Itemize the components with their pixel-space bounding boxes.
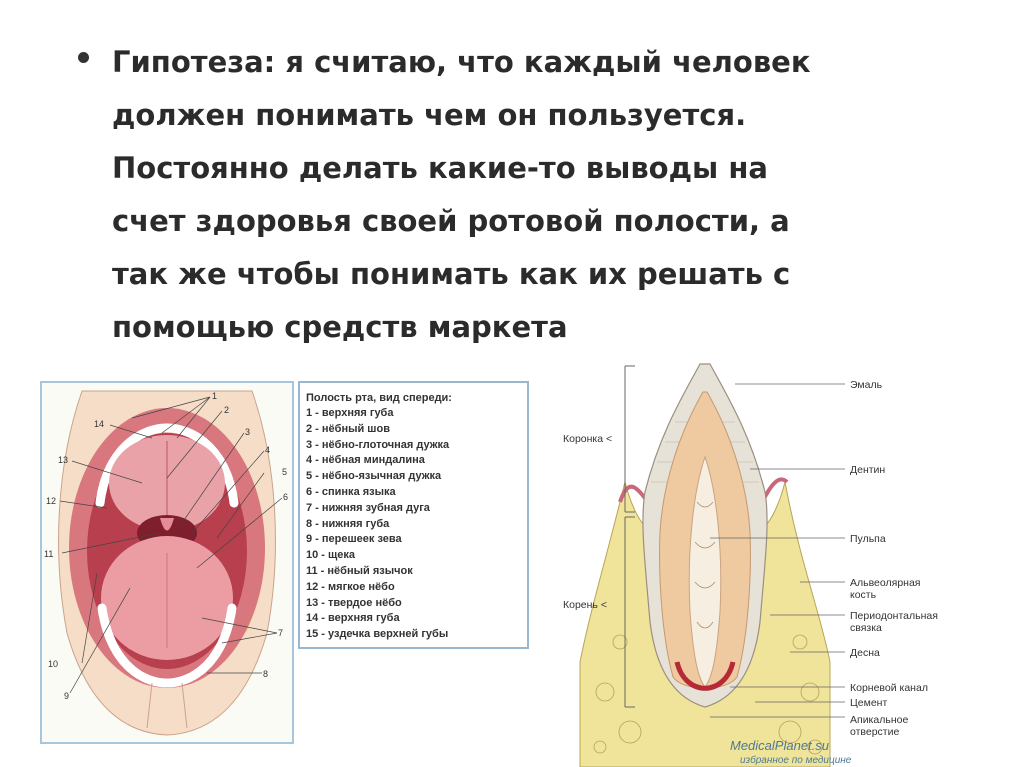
- label-periodontal-2: связка: [850, 622, 882, 634]
- legend-item: 4 - нёбная миндалина: [306, 454, 425, 467]
- label-enamel: Эмаль: [850, 379, 883, 391]
- label-crown: Коронка <: [563, 433, 613, 445]
- legend-item: 13 - твердое нёбо: [306, 596, 402, 609]
- label-root: Корень <: [563, 599, 607, 611]
- legend-list: [306, 406, 527, 643]
- mouth-num-5: 5: [282, 467, 288, 477]
- watermark: MedicalPlanet.su: [730, 738, 829, 753]
- mouth-legend: [298, 381, 529, 649]
- label-periodontal-1: Периодонтальная: [850, 610, 938, 622]
- label-dentin: Дентин: [850, 464, 886, 476]
- label-cement: Цемент: [850, 697, 888, 709]
- legend-item: 2 - нёбный шов: [306, 422, 390, 435]
- legend-item: 6 - спинка языка: [306, 485, 396, 498]
- label-apical-1: Апикальное: [850, 714, 909, 726]
- mouth-num-13: 13: [58, 455, 69, 465]
- mouth-num-10: 10: [48, 659, 59, 669]
- label-alveolar-bone-2: кость: [850, 589, 877, 601]
- legend-item: 15 - уздечка верхней губы: [306, 628, 449, 641]
- bullet-dot: [78, 52, 89, 63]
- mouth-num-6: 6: [283, 492, 289, 502]
- label-pulp: Пульпа: [850, 533, 886, 545]
- mouth-num-8: 8: [263, 669, 269, 679]
- legend-item: 7 - нижняя зубная дуга: [306, 501, 430, 514]
- legend-item: 9 - перешеек зева: [306, 533, 402, 546]
- legend-item: 11 - нёбный язычок: [306, 564, 413, 577]
- mouth-num-9: 9: [64, 691, 70, 701]
- legend-title: Полость рта, вид спереди:: [306, 392, 452, 404]
- mouth-num-7: 7: [278, 628, 284, 638]
- legend-item: 5 - нёбно-язычная дужка: [306, 470, 442, 483]
- legend-item: 3 - нёбно-глоточная дужка: [306, 438, 450, 451]
- label-gum: Десна: [850, 647, 880, 659]
- label-apical-2: отверстие: [850, 726, 900, 738]
- tooth-cross-section: [545, 362, 1010, 767]
- mouth-illustration: [42, 383, 292, 742]
- label-alveolar-bone-1: Альвеолярная: [850, 577, 921, 589]
- legend-item: 1 - верхняя губа: [306, 407, 394, 419]
- mouth-num-4: 4: [265, 445, 271, 455]
- mouth-num-2: 2: [224, 405, 230, 415]
- mouth-num-11: 11: [44, 549, 54, 559]
- mouth-num-3: 3: [245, 427, 251, 437]
- mouth-figure: [40, 381, 294, 744]
- label-root-canal: Корневой канал: [850, 682, 928, 694]
- legend-item: 8 - нижняя губа: [306, 517, 390, 530]
- mouth-num-14: 14: [94, 419, 105, 429]
- legend-item: 12 - мягкое нёбо: [306, 580, 395, 593]
- mouth-num-1: 1: [212, 391, 218, 401]
- legend-item: 10 - щека: [306, 549, 356, 562]
- watermark-subtitle: избранное по медицине: [740, 755, 852, 766]
- hypothesis-text: Гипотеза: я считаю, что каждый человек должен понимать чем он пользуется. Постоянно делать какие-то выводы на счет здоровья своей ротовой полости, а так же чтобы понимать как их решать с помощью средств маркета: [112, 45, 811, 344]
- legend-item: 14 - верхняя губа: [306, 612, 400, 625]
- mouth-num-12: 12: [46, 496, 57, 506]
